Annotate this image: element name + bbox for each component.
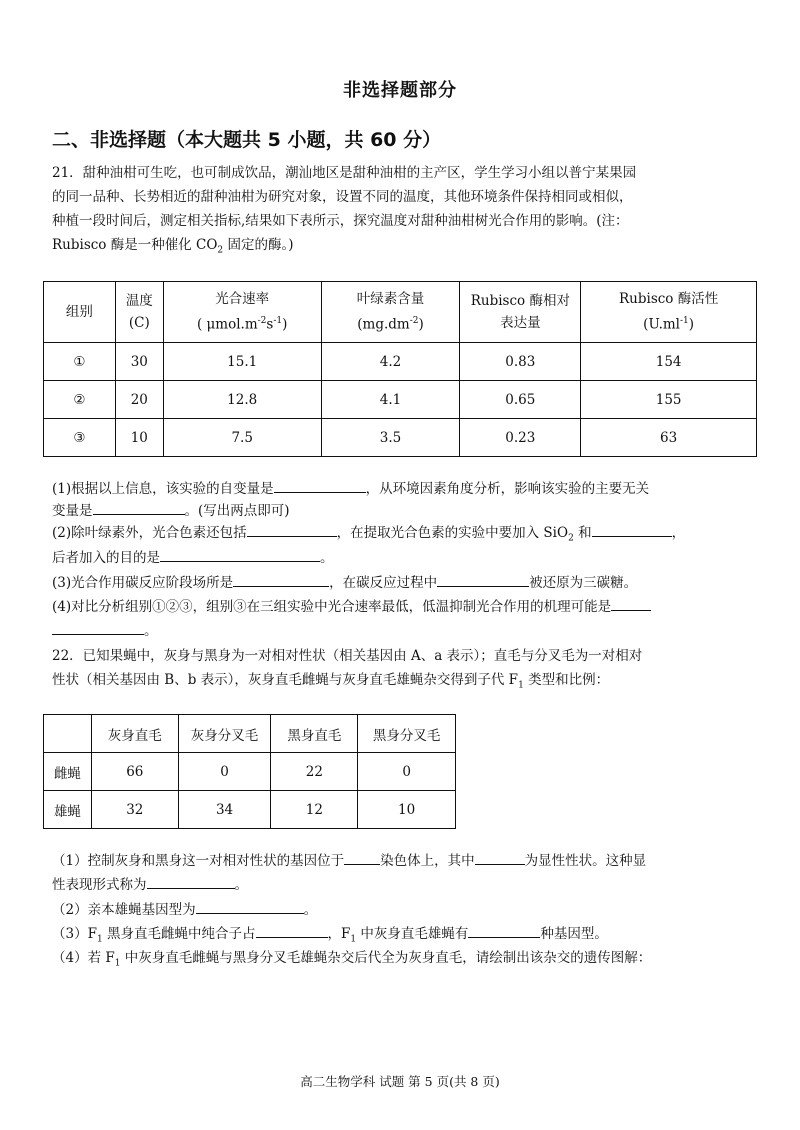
- table-row: [44, 419, 757, 457]
- answer-blank[interactable]: [592, 522, 672, 537]
- header-empty: [44, 715, 92, 753]
- header-cell: 灰身直毛: [91, 715, 178, 753]
- cell: 34: [178, 791, 271, 829]
- q22-stem-line: 性状（相关基因由 B、b 表示），灰身直毛雌蝇与灰身直毛雄蝇杂交得到子代 $F_1$ 类型和比例：: [52, 672, 610, 691]
- cell: 63: [581, 419, 757, 457]
- q21-sub4-line1: (4)对比分析组别①②③，组别③在三组实验中光合速率最低，低温抑制光合作用的机理可能是: [52, 596, 651, 618]
- header-cell: 黑身分叉毛: [358, 715, 456, 753]
- q21-sub2-line1: (2)除叶绿素外，光合色素还包括 ，在提取光合色素的实验中要加入 SiO$_2$ 和 ，: [52, 522, 685, 550]
- answer-blank[interactable]: [147, 874, 235, 889]
- table-row: [44, 791, 456, 829]
- cell: 0: [358, 753, 456, 791]
- q22-sub4: （4）若 $F_1$ 中灰身直毛雌蝇与黑身分叉毛雄蝇杂交后代全为灰身直毛，请绘制出该杂交的遗传图解：: [52, 950, 652, 969]
- header-chlorophyll: 叶绿素含量 $(mg.dm^{-2})$: [321, 282, 460, 343]
- header-cell: 灰身分叉毛: [178, 715, 271, 753]
- page-footer: 高二生物学科 试题 第 5 页(共 8 页): [300, 1074, 500, 1089]
- cell: ①: [44, 343, 116, 381]
- q22-data-table: [43, 714, 456, 829]
- table-row: [44, 343, 757, 381]
- q21-data-table: [43, 281, 757, 457]
- answer-blank[interactable]: [160, 547, 320, 562]
- table-row: [44, 381, 757, 419]
- answer-blank[interactable]: [93, 500, 185, 515]
- cell: 0.83: [460, 343, 581, 381]
- cell: 4.2: [321, 343, 460, 381]
- part-title: 二、非选择题（本大题共 5 小题，共 60 分）: [52, 129, 442, 151]
- header-photosynthesis-rate: 光合速率 ( $\mu mol.m^{-2}s^{-1}$): [163, 282, 321, 343]
- table-header-row: [44, 715, 456, 753]
- header-rubisco-activity: Rubisco 酶活性 $(U.ml^{-1})$: [581, 282, 757, 343]
- answer-blank[interactable]: [437, 572, 529, 587]
- q21-stem-line: 的同一品种、长势相近的甜种油柑为研究对象，设置不同的温度，其他环境条件保持相同或相似，: [52, 189, 633, 205]
- header-temp: 温度 (C): [115, 282, 163, 343]
- cell: 0.23: [460, 419, 581, 457]
- answer-blank[interactable]: [196, 899, 304, 914]
- header-group: 组别: [44, 282, 116, 343]
- cell: 22: [271, 753, 358, 791]
- q22-sub1-line2: 性表现形式称为 。: [52, 874, 248, 896]
- q22-stem-line: 22．已知果蝇中，灰身与黑身为一对相对性状（相关基因由 A、a 表示）；直毛与分叉毛为一对相对: [52, 648, 643, 664]
- q21-stem-line: 种植一段时间后，测定相关指标,结果如下表所示，探究温度对甜种油柑树光合作用的影响。(注：: [52, 213, 629, 229]
- cell: 32: [91, 791, 178, 829]
- answer-blank[interactable]: [274, 478, 366, 493]
- q21-sub2-line2: 后者加入的目的是 。: [52, 547, 334, 569]
- answer-blank[interactable]: [247, 522, 337, 537]
- cell: 4.1: [321, 381, 460, 419]
- q21-stem-line: Rubisco 酶是一种催化 $CO_2$ 固定的酶。): [52, 237, 294, 256]
- q22-sub3: $(3)F_1$ 黑身直毛雌蝇中纯合子占 ，$F_1$ 中灰身直毛雄蝇有 种基因型。: [52, 923, 608, 951]
- cell: 30: [115, 343, 163, 381]
- table-row: [44, 753, 456, 791]
- cell: 155: [581, 381, 757, 419]
- cell: 0: [178, 753, 271, 791]
- q21-sub1-line1: (1)根据以上信息，该实验的自变量是 ，从环境因素角度分析，影响该实验的主要无关: [52, 478, 649, 500]
- cell: 10: [358, 791, 456, 829]
- cell: 66: [91, 753, 178, 791]
- cell: 10: [115, 419, 163, 457]
- q22-sub2: （2）亲本雄蝇基因型为 。: [52, 899, 317, 921]
- q21-sub3: (3)光合作用碳反应阶段场所是 ，在碳反应过程中 被还原为三碳糖。: [52, 572, 637, 594]
- cell: 20: [115, 381, 163, 419]
- q21-stem-line: 21．甜种油柑可生吃，也可制成饮品，潮汕地区是甜种油柑的主产区，学生学习小组以普宁某果园: [52, 165, 637, 181]
- q22-stem: [52, 644, 752, 698]
- cell: 15.1: [163, 343, 321, 381]
- cell: 12: [271, 791, 358, 829]
- q22-sub1-line1: （1）控制灰身和黑身这一对相对性状的基因位于 染色体上，其中 为显性性状。这种显: [52, 850, 646, 872]
- cell: 154: [581, 343, 757, 381]
- cell: 0.65: [460, 381, 581, 419]
- cell: 12.8: [163, 381, 321, 419]
- section-title: 非选择题部分: [343, 80, 457, 101]
- answer-blank[interactable]: [52, 620, 144, 635]
- q21-stem: [52, 161, 752, 263]
- cell: 7.5: [163, 419, 321, 457]
- cell: ③: [44, 419, 116, 457]
- answer-blank[interactable]: [344, 850, 380, 865]
- q21-sub4-line2: 。: [52, 620, 158, 642]
- cell: 雄蝇: [44, 791, 92, 829]
- table-header-row: [44, 282, 757, 343]
- header-rubisco-expression: Rubisco 酶相对 表达量: [460, 282, 581, 343]
- answer-blank[interactable]: [475, 850, 525, 865]
- answer-blank[interactable]: [256, 923, 328, 938]
- cell: ②: [44, 381, 116, 419]
- header-cell: 黑身直毛: [271, 715, 358, 753]
- answer-blank[interactable]: [233, 572, 329, 587]
- q21-sub1-line2: 变量是 。(写出两点即可): [52, 500, 290, 522]
- answer-blank[interactable]: [611, 596, 651, 611]
- cell: 雌蝇: [44, 753, 92, 791]
- cell: 3.5: [321, 419, 460, 457]
- answer-blank[interactable]: [468, 923, 540, 938]
